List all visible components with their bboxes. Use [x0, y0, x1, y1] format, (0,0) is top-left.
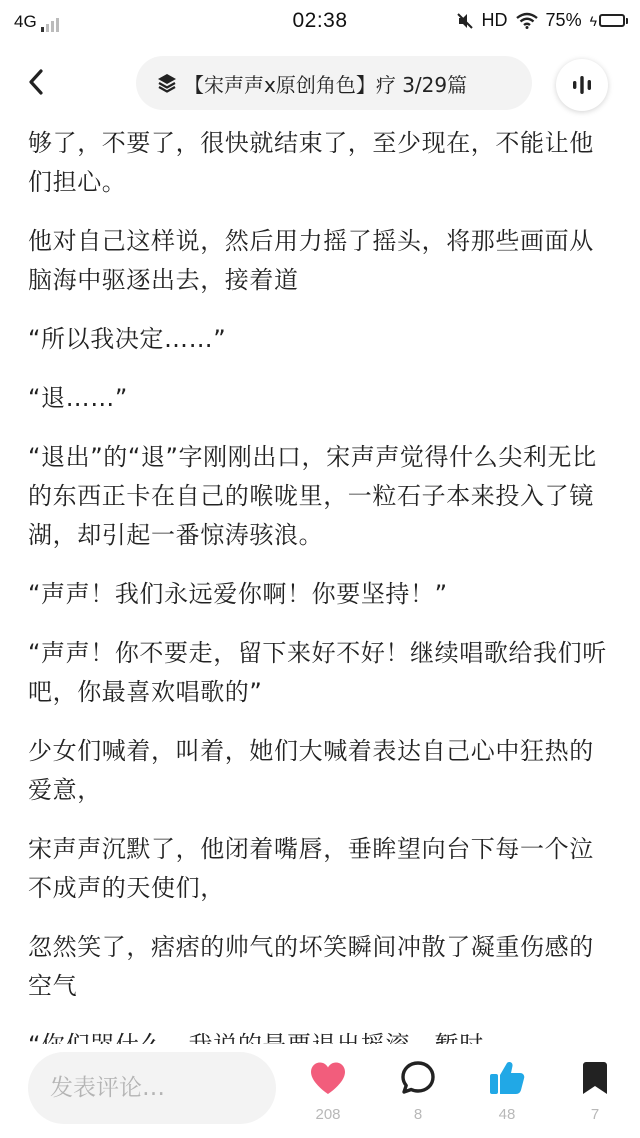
clock: 02:38 — [292, 9, 348, 32]
paragraph: “所以我决定……” — [28, 325, 227, 353]
thumbs-up-button[interactable] — [472, 1054, 542, 1138]
hd-badge: HD — [481, 10, 508, 30]
status-bar — [0, 0, 640, 44]
paragraph: “声声！我们永远爱你啊！你要坚持！” — [28, 580, 448, 608]
paragraph: 他对自己这样说，然后用力摇了摇头，将那些画面从脑海中驱逐出去，接着道 — [28, 227, 594, 294]
paragraph: “声声！你不要走，留下来好不好！继续唱歌给我们听吧，你最喜欢唱歌的” — [28, 639, 607, 706]
chevron-left-icon — [26, 68, 46, 96]
status-icons — [448, 10, 628, 31]
layers-icon — [156, 72, 178, 94]
audio-button[interactable] — [556, 59, 608, 111]
comment-count: 8 — [413, 1106, 423, 1123]
chapter-title: 【宋声声x原创角色】疗 3/29篇 — [184, 72, 468, 97]
mute-icon — [456, 12, 474, 30]
nav-bar — [0, 50, 640, 116]
bookmark-icon — [580, 1054, 610, 1102]
thumbs-up-icon — [488, 1054, 526, 1102]
comment-button[interactable] — [383, 1054, 453, 1138]
paragraph: 忽然笑了，痞痞的帅气的坏笑瞬间冲散了凝重伤感的空气 — [28, 933, 594, 1000]
paragraph: “退……” — [28, 384, 128, 412]
paragraph: “退出”的“退”字刚刚出口，宋声声觉得什么尖利无比的东西正卡在自己的喉咙里，一粒石子本来投入了镜湖，却引起一番惊涛骇浪。 — [28, 443, 597, 549]
paragraph: 宋声声沉默了，他闭着嘴唇，垂眸望向台下每一个泣不成声的天使们， — [28, 835, 594, 902]
thumbs-up-count: 48 — [498, 1106, 516, 1123]
battery-icon — [590, 13, 628, 29]
bottom-action-bar — [0, 1044, 640, 1138]
paragraph: 够了，不要了，很快就结束了，至少现在，不能让他们担心。 — [28, 129, 594, 196]
like-count: 208 — [315, 1106, 341, 1123]
charging-icon: ϟ — [589, 12, 597, 29]
paragraph: 少女们喊着，叫着，她们大喊着表达自己心中狂热的爱意， — [28, 737, 594, 804]
back-button[interactable] — [18, 64, 54, 100]
heart-icon — [309, 1054, 347, 1102]
bookmark-button[interactable] — [560, 1054, 630, 1138]
chapter-title-pill[interactable] — [136, 56, 532, 110]
network-type: 4G — [14, 12, 37, 31]
like-button[interactable] — [293, 1054, 363, 1138]
comment-input[interactable] — [28, 1052, 276, 1124]
speech-bubble-icon — [400, 1054, 436, 1102]
article-content — [28, 124, 616, 1044]
wifi-icon — [516, 13, 538, 29]
audio-wave-icon — [571, 73, 593, 97]
battery-percent: 75% — [545, 10, 582, 30]
bookmark-count: 7 — [590, 1106, 600, 1123]
